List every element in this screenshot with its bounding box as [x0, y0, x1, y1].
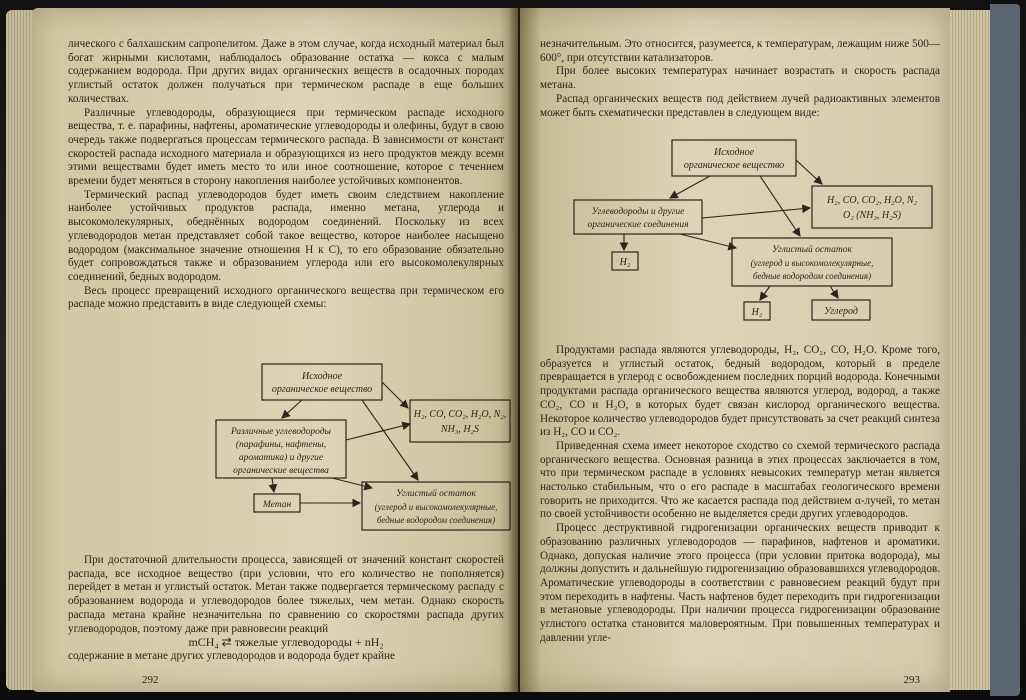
diagram-arrow [760, 286, 770, 300]
formula: mCH₄ ⇄ тяжелые углеводороды + nH₂ [188, 635, 384, 650]
diagram-label: бедные водородом соединения) [376, 515, 496, 525]
right-page [520, 8, 950, 692]
left-page-edges [6, 10, 34, 690]
diagram-arrow [830, 286, 838, 298]
paragraph: Термический распад углеводородов будет иметь своим следствием накопление наиболее устойчивых продуктов распада, именно метана, углерода и высокомолекулярных, обеднённых водородом соединений. Поскольку из всех углеводородов метан представляет собой такое вещество, которое наиболее насыщено водородом (максимальное значение отношения H к C), то его образование обязательно будет сопровождаться также и образованием углерода или его высокомолекулярных соединений, бедных водородом. [68, 188, 504, 283]
diagram-arrow [272, 478, 274, 492]
diagram-label: H₂ [619, 257, 631, 268]
diagram-label: Исходное [713, 147, 755, 158]
paragraph: При достаточной длительности процесса, зависящей от значений констант скоростей распада, все исходное вещество (при условии, что его количество не пополняется) перейдет в метан и углистый остаток. Метан также подвергается термическому распаду с образованием водорода и углеводородов более тяжелых, чем метан. Однако скорость распада метана крайне незначительна по сравнению со скоростями распада других углеводородов, поэтому даже при равновесии реакций [68, 554, 504, 635]
paragraph: Распад органических веществ под действием лучей радиоактивных элементов может быть схематически представлен в следующем виде: [540, 92, 940, 119]
diagram-label: Исходное [301, 371, 343, 382]
diagram-arrow [346, 424, 410, 440]
diagram-label: органическое вещество [271, 384, 373, 395]
diagram-box-gases [410, 400, 510, 442]
diagram-label: органические вещества [233, 466, 329, 476]
diagram-label: органические соединения [587, 220, 689, 230]
diagram-label: органическое вещество [683, 160, 785, 171]
diagram-label: H₂, CO, CO₂, H₂O, N₂, [413, 409, 507, 420]
diagram-label: Углерод [824, 306, 858, 317]
diagram-arrow [796, 160, 822, 184]
paragraph: Различные углеводороды, образующиеся при термическом распаде исходного вещества, т. е. парафины, нафтены, ароматические углеводороды и олефины, будут в свою очередь также подвергаться процессам термического распада. В зависимости от констант скоростей распада исходного материала и образующихся из него продуктов между всеми этими веществами будет иметь место то или иное соотношение, которое с течением времени будет меняться в сторону накопления наиболее устойчивых компонентов. [68, 106, 504, 188]
diagram-arrow [670, 176, 710, 198]
left-diagram [182, 360, 512, 540]
diagram-arrow [702, 208, 810, 218]
paragraph: содержание в метане других углеводородов и водорода будет крайне [68, 649, 395, 662]
diagram-label: (углерод и высокомолекулярные, [750, 258, 874, 268]
diagram-arrow [760, 176, 800, 236]
diagram-label: Углеводороды и другие [591, 207, 685, 217]
page-number: 293 [903, 674, 920, 686]
right-text-bottom [540, 344, 940, 645]
right-page-edges [950, 10, 990, 690]
diagram-label: ароматика) и другие [238, 453, 324, 463]
diagram-label: H₂, CO, CO₂, H₂O, N₂ [826, 195, 918, 206]
right-text-top [540, 38, 940, 120]
diagram-arrow [680, 234, 736, 248]
left-text-top [68, 38, 504, 312]
diagram-label: бедные водородом соединения) [752, 271, 872, 281]
diagram-arrow [332, 478, 372, 488]
paragraph: Приведенная схема имеет некоторое сходство со схемой термического распада органического вещества. Основная разница в этих процессах заключается в том, что при термическом распаде в условиях невысоких температур метан является настолько стабильным, что о его распаде в масштабах геологического времени говорить не приходится. Что же касается распада под действием α-лучей, то метан по своей устойчивости особенно не выделяется среди других углеводородов. [540, 439, 940, 521]
right-diagram [560, 136, 940, 326]
diagram-label: (углерод и высокомолекулярные, [374, 502, 498, 512]
paragraph: Процесс деструктивной гидрогенизации органических веществ приводит к образованию различных углеводородов — парафинов, нафтенов и ароматики. Однако, допуская наличие этого процесса (при условии притока водорода), мы должны допустить и дальнейшую гидрогенизацию образовавшихся углеводородов. Ароматические углеводороды в соответствии с равновесием реакций будут при этом переходить в нафтены. Часть нафтенов будет переходить при гидрогенизации в метановые углеводороды. При наличии процесса гидрогенизации образование углистого остатка становится маловероятным. При повышенных температурах и давлении угле- [540, 522, 940, 644]
diagram-box-gases [812, 186, 932, 228]
left-text-bottom [68, 554, 504, 664]
diagram-label: Метан [262, 500, 292, 510]
diagram-label: Различные углеводороды [230, 427, 332, 437]
diagram-label: Углистый остаток [396, 489, 476, 499]
paragraph: незначительным. Это относится, разумеется, к температурам, лежащим ниже 500—600°, при отсутствии катализаторов. [540, 38, 940, 64]
paragraph: Продуктами распада являются углеводороды, H₂, CO₂, CO, H₂O. Кроме того, образуется и углистый остаток, бедный водородом, который в пределе превращается в углерод с освобождением последних порций водорода. Конечными продуктами распада органического вещества являются углерод, водород, а также CO₂, CO и H₂O, в которых будет связан кислород органического вещества. Некоторое количество углеводородов будет присутствовать за счет реакций синтеза из H₂, CO и CO₂. [540, 344, 940, 439]
diagram-label: NH₃, H₂S [440, 424, 480, 435]
diagram-arrow [282, 400, 302, 418]
left-page [32, 8, 518, 692]
diagram-label: (парафины, нафтены, [235, 440, 327, 450]
book-cover [990, 4, 1020, 696]
diagram-label: Углистый остаток [772, 245, 852, 255]
paragraph: При более высоких температурах начинает возрастать и скорость распада метана. [540, 65, 940, 92]
diagram-label: H₂ [751, 307, 763, 318]
diagram-label: O₂ (NH₃, H₂S) [843, 210, 901, 221]
paragraph: лического с балхашским сапропелитом. Даже в этом случае, когда исходный материал был богат жирными кислотами, наблюдалось образование остатка — кокса с малым содержанием водорода. При других видах органических веществ в осадочных породах углистый остаток должен получаться при термическом распаде в еще больших количествах. [68, 38, 504, 105]
page-number: 292 [142, 674, 159, 686]
diagram-arrow [382, 382, 408, 408]
paragraph: Весь процесс превращений исходного органического вещества при термическом его распаде можно представить в виде следующей схемы: [68, 284, 504, 311]
